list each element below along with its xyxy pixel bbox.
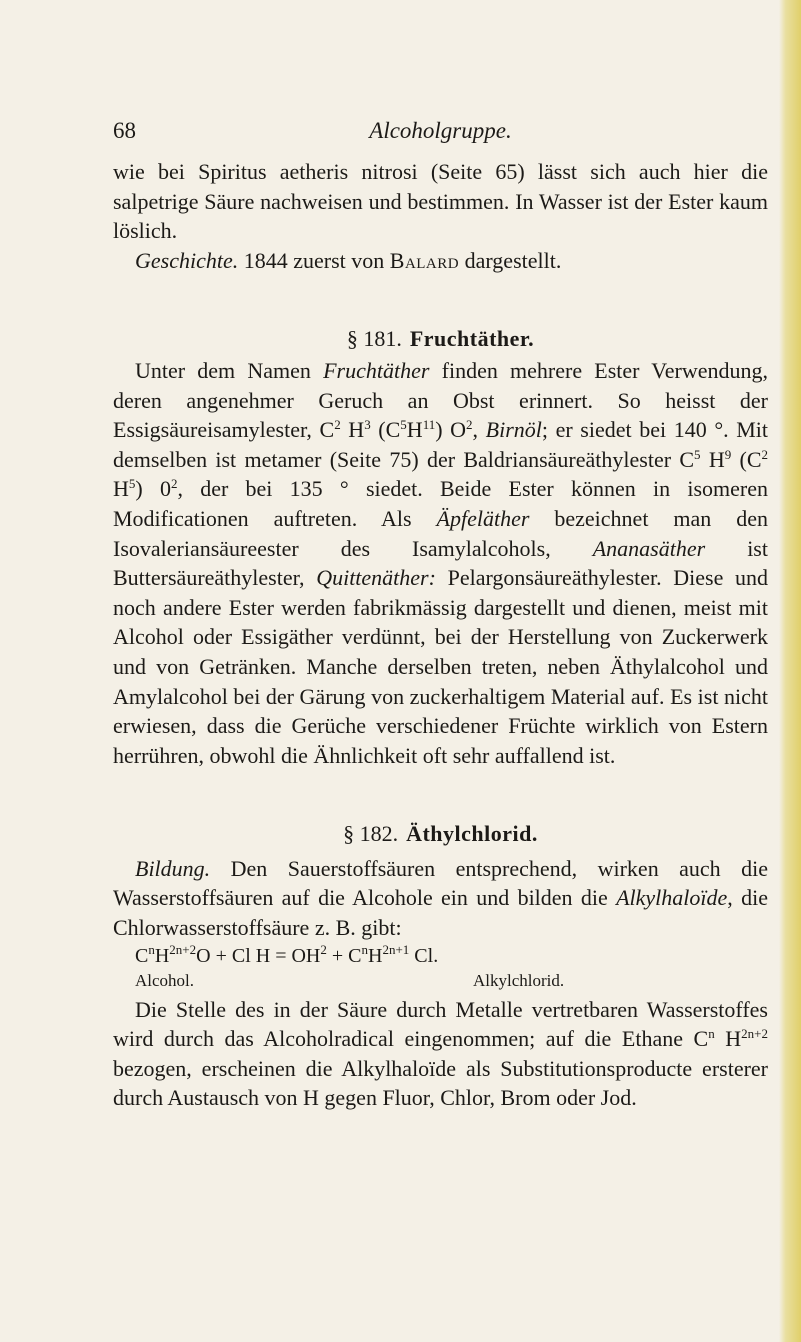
page-edge: [779, 0, 801, 1342]
history-label: Geschichte.: [135, 247, 239, 273]
page-header: [113, 116, 768, 145]
section-title: Fruchtäther.: [409, 326, 535, 352]
section-number: § 181.: [346, 326, 402, 352]
section-number: § 182.: [343, 821, 399, 847]
label-alkylchlorid: Alkylchlorid.: [473, 970, 565, 990]
page-number: 68: [113, 118, 136, 143]
section-181-heading: [113, 324, 768, 354]
label-alcohol: Alcohol.: [135, 970, 195, 990]
section-182-paragraph-2: Die Stelle des in der Säure durch Metalle vertretbaren Wasserstoffes wird durch das Alcoholradical eingenommen; auf die Ethane $C^n$ $H^{2n+2}$ bezogen, erscheinen die Alkylhaloïde als Substitutionsproducte ersterer durch Austausch von H gegen Fluor, Chlor, Brom oder Jod.: [113, 996, 768, 1111]
equation-labels: [113, 969, 768, 995]
intro-paragraph: wie bei Spiritus aetheris nitrosi (Seite 65) lässt sich auch hier die salpetrige Säure nachweisen und bestimmen. In Wasser ist der Ester kaum löslich.: [113, 159, 768, 244]
section-181-paragraph: Unter dem Namen Fruchtäther finden mehrere Ester Verwendung, deren angenehmer Geruch an Obst erinnert. So heisst der Essigsäureisamylester, $C^2$ $H^3$ $(C^5H^{11})$ $O^2$, Birnöl; er siedet bei 140 °. Mit demselben ist metamer (Seite 75) der Baldriansäureäthylester $C^5$ $H^9$ ($C^2$ $H^5$) $0^2$, der bei 135 ° siedet. Beide Ester können in isomeren Modificationen auftreten. Als Äpfeläther bezeichnet man den Isovaleriansäureester des Isamylalcohols, Ananasäther ist Buttersäureäthylester, Quittenäther: Pelargonsäureäthylester. Diese und noch andere Ester werden fabrikmässig dargestellt und dienen, meist mit Alcohol oder Essigäther verdünnt, bei der Herstellung von Zuckerwerk und von Getränken. Manche derselben treten, neben Äthylalcohol und Amylalcohol bei der Gärung von zuckerhaltigem Material auf. Es ist nicht erwiesen, dass die Gerüche verschiedener Früchte wirklich von Estern herrühren, obwohl die Ähnlichkeit oft sehr auffallend ist.: [113, 357, 769, 768]
section-title: Äthylchlorid.: [406, 821, 538, 847]
history-paragraph: Geschichte. 1844 zuerst von Balard dargestellt.: [135, 247, 562, 273]
author-name: Balard: [389, 247, 460, 273]
chemical-equation: $C^nH^{2n+2}O + Cl$ $H = OH^2 + C^nH^{2n+1}$ Cl.: [135, 941, 439, 967]
running-title: Alcoholgruppe.: [369, 118, 512, 143]
bildung-label: Bildung.: [135, 855, 211, 881]
section-182-heading: [113, 819, 768, 849]
book-page: [113, 116, 768, 1113]
section-182-paragraph: Bildung. Den Sauerstoffsäuren entsprechend, wirken auch die Wasserstoffsäuren auf die Alcohole ein und bilden die Alkylhaloïde, die Chlorwasserstoffsäure z. B. gibt:: [113, 855, 768, 941]
